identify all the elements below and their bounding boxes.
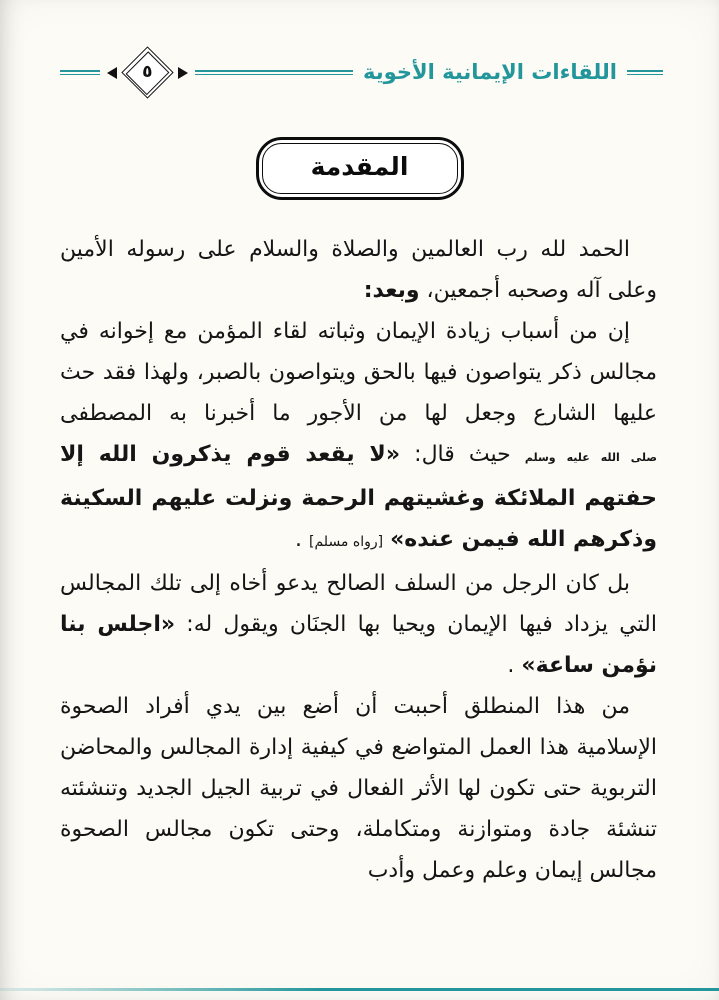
- paragraph-text: بل كان الرجل من السلف الصالح يدعو أخاه إلى تلك المجالس التي يزداد فيها الإيمان ويحيا بها الجنَان ويقول له:: [60, 571, 657, 637]
- bold-text: وبعد:: [363, 278, 420, 303]
- pbuh-symbol: صلى الله عليه وسلم: [524, 451, 657, 464]
- section-title: المقدمة: [310, 152, 409, 181]
- paragraph-text: إن من أسباب زيادة الإيمان وثباته لقاء المؤمن مع إخوانه في مجالس ذكر يتواصون فيها بالحق ويتواصون بالصبر، ولهذا فقد حث عليها الشارع وجعل لها من الأجور ما أخبرنا به المصطفى: [60, 319, 657, 426]
- paragraph-hadith: [60, 311, 657, 563]
- book-title: اللقاءات الإيمانية الأخوية: [363, 60, 617, 84]
- diamond-inner-border: [126, 51, 170, 95]
- diamond-icon: [121, 46, 173, 98]
- paragraph-purpose: [60, 686, 657, 891]
- paragraph-text: .: [295, 527, 310, 552]
- bottom-accent-rule: [0, 988, 719, 992]
- page-body: [0, 227, 719, 891]
- section-title-inner-frame: [262, 143, 458, 194]
- hadith-text: «لا يقعد قوم يذكرون الله إلا حفتهم الملائكة وغشيتهم الرحمة ونزلت عليهم السكينة وذكرهم الله فيمن عنده»: [60, 442, 657, 552]
- triangle-icon: [178, 67, 188, 79]
- triangle-icon: [107, 67, 117, 79]
- paragraph-text: .: [507, 653, 522, 678]
- quote-text: «اجلس بنا نؤمن ساعة»: [60, 612, 657, 678]
- section-title-box: [256, 137, 464, 200]
- paragraph-text: حيث قال:: [400, 442, 525, 467]
- header-rule-left: [60, 70, 100, 76]
- paragraph-text: الحمد لله رب العالمين والصلاة والسلام على رسوله الأمين وعلى آله وصحبه أجمعين،: [60, 237, 657, 303]
- page-number-ornament: [107, 54, 188, 91]
- page-number: ٥: [142, 62, 153, 83]
- page-header: [60, 54, 663, 91]
- paragraph-text: من هذا المنطلق أحببت أن أضع بين يدي أفراد الصحوة الإسلامية هذا العمل المتواضع في كيفية إدارة المجالس والمحاضن التربوية حتى تكون لها الأثر الفعال في تربية الجيل الجديد وتنشئته تنشئة جادة ومتوازنة ومتكاملة، وحتى تكون مجالس الصحوة مجالس إيمان وعلم وعمل وأدب: [60, 694, 657, 883]
- paragraph-opening: [60, 229, 657, 311]
- header-rule-middle: [195, 70, 353, 76]
- paragraph-salaf: [60, 563, 657, 686]
- hadith-source: [رواه مسلم]: [309, 534, 384, 550]
- header-rule-right: [627, 70, 663, 76]
